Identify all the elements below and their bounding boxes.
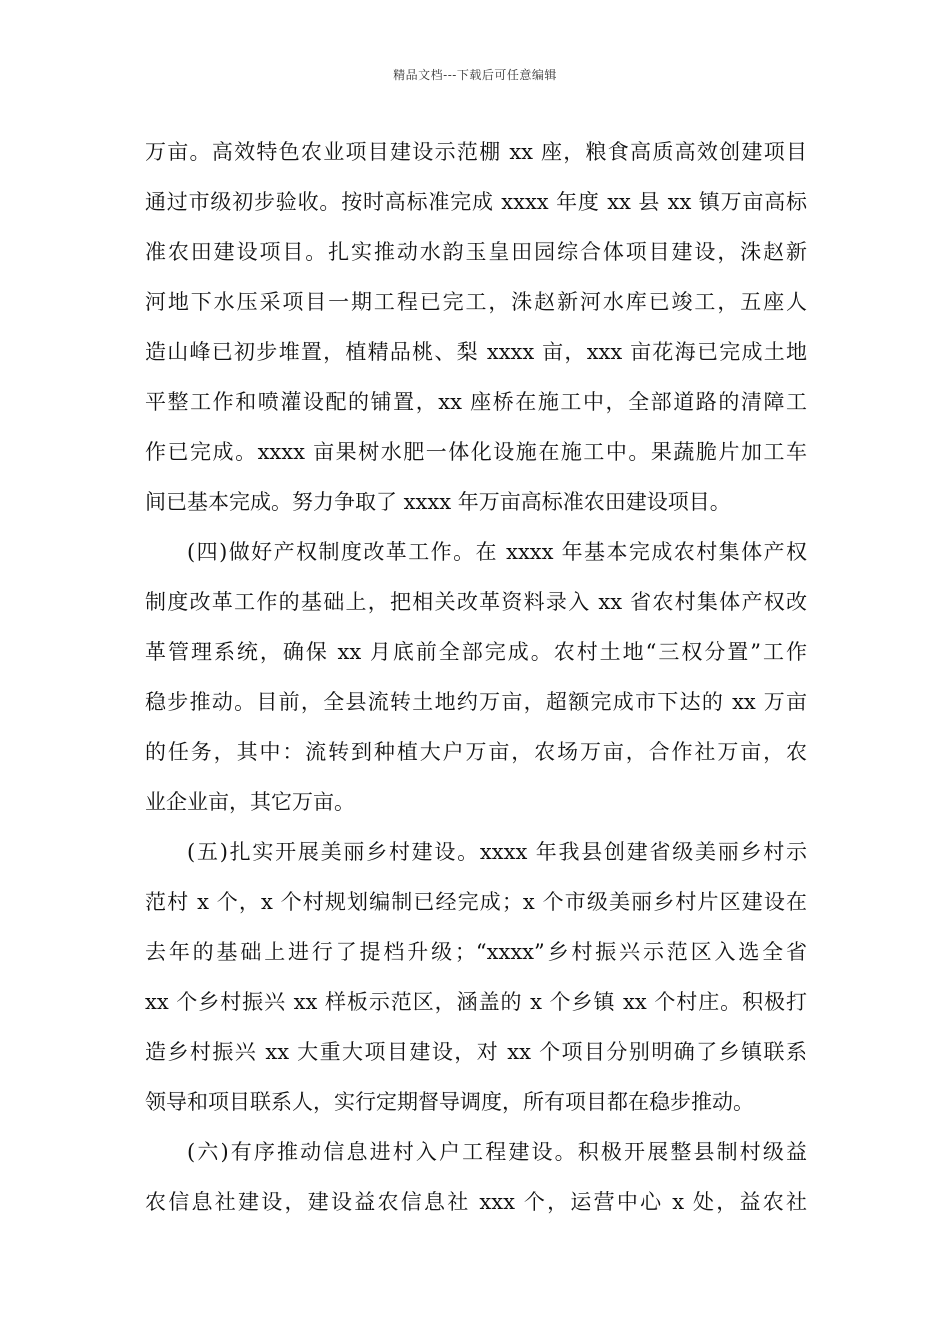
text-line: 的任务，其中：流转到种植大户万亩，农场万亩，合作社万亩，农	[145, 740, 807, 764]
text-line: 造山峰已初步堆置，植精品桃、梨 xxxx 亩，xxx 亩花海已完成土地	[145, 340, 807, 364]
text-line: (六)有序推动信息进村入户工程建设。积极开展整县制村级益	[187, 1140, 807, 1164]
text-line: 范村 x 个，x 个村规划编制已经完成；x 个市级美丽乡村片区建设在	[145, 890, 807, 914]
text-line: 平整工作和喷灌设配的铺置，xx 座桥在施工中，全部道路的清障工	[145, 390, 807, 414]
text-line: 农信息社建设，建设益农信息社 xxx 个，运营中心 x 处，益农社	[145, 1190, 807, 1214]
text-line: 稳步推动。目前，全县流转土地约万亩，超额完成市下达的 xx 万亩	[145, 690, 807, 714]
text-line: 革管理系统，确保 xx 月底前全部完成。农村土地“三权分置”工作	[145, 640, 807, 664]
document-body	[145, 130, 807, 1230]
text-line: 造乡村振兴 xx 大重大项目建设，对 xx 个项目分别明确了乡镇联系	[145, 1040, 807, 1064]
text-line: 间已基本完成。努力争取了 xxxx 年万亩高标准农田建设项目。	[145, 490, 731, 514]
page-header: 精品文档---下载后可任意编辑	[393, 68, 557, 82]
text-line: 制度改革工作的基础上，把相关改革资料录入 xx 省农村集体产权改	[145, 590, 807, 614]
text-line: (四)做好产权制度改革工作。在 xxxx 年基本完成农村集体产权	[187, 540, 807, 564]
text-line: 通过市级初步验收。按时高标准完成 xxxx 年度 xx 县 xx 镇万亩高标	[145, 190, 807, 214]
text-line: 作已完成。xxxx 亩果树水肥一体化设施在施工中。果蔬脆片加工车	[145, 440, 807, 464]
text-line: 去年的基础上进行了提档升级；“xxxx”乡村振兴示范区入选全省	[145, 940, 807, 964]
text-line: xx 个乡村振兴 xx 样板示范区，涵盖的 x 个乡镇 xx 个村庄。积极打	[145, 990, 807, 1014]
text-line: (五)扎实开展美丽乡村建设。xxxx 年我县创建省级美丽乡村示	[187, 840, 807, 864]
text-line: 河地下水压采项目一期工程已完工，洙赵新河水库已竣工，五座人	[145, 290, 807, 314]
text-line: 领导和项目联系人，实行定期督导调度，所有项目都在稳步推动。	[145, 1090, 754, 1114]
text-line: 万亩。高效特色农业项目建设示范棚 xx 座，粮食高质高效创建项目	[145, 140, 807, 164]
text-line: 业企业亩，其它万亩。	[145, 790, 355, 814]
text-line: 准农田建设项目。扎实推动水韵玉皇田园综合体项目建设，洙赵新	[145, 240, 807, 264]
